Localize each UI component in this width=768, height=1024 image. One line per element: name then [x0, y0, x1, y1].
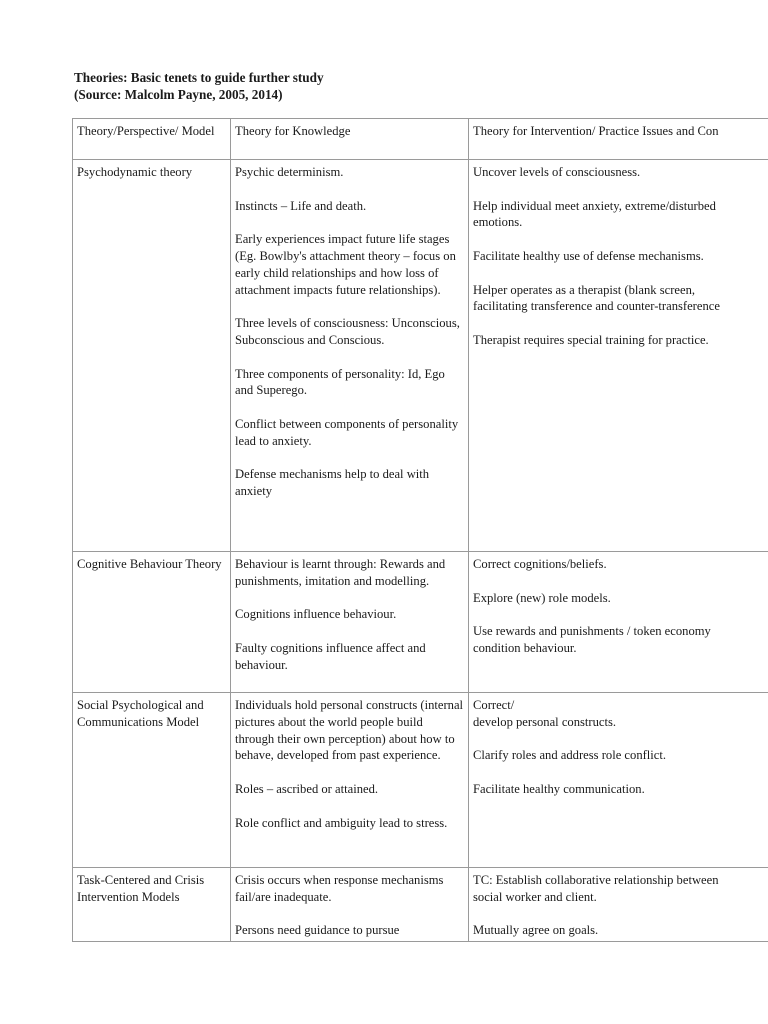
knowledge-cell	[231, 552, 469, 693]
knowledge-paragraph: Cognitions influence behaviour.	[235, 607, 397, 622]
header-cell-knowledge: Theory for Knowledge	[231, 119, 469, 160]
intervention-line: Uncover levels of consciousness.	[473, 165, 641, 179]
intervention-line: Therapist requires special training for practice.	[473, 332, 709, 347]
model-cell: Task-Centered and Crisis Intervention Models	[73, 868, 231, 942]
intervention-paragraph	[473, 590, 768, 607]
intervention-line: facilitating transference and counter-transference	[473, 299, 720, 314]
intervention-line: Helper operates as a therapist (blank screen,	[473, 282, 696, 297]
intervention-paragraph	[473, 164, 768, 181]
intervention-line: Facilitate healthy use of defense mechanisms.	[473, 248, 704, 263]
intervention-line: develop personal constructs.	[473, 714, 617, 729]
intervention-line: Mutually agree on goals.	[473, 923, 599, 938]
intervention-paragraph	[473, 198, 768, 232]
knowledge-paragraph: Instincts – Life and death.	[235, 198, 367, 213]
table-header-row	[73, 119, 768, 160]
knowledge-paragraph: Defense mechanisms help to deal with anxiety	[235, 467, 430, 499]
intervention-paragraph	[473, 623, 768, 657]
intervention-line: condition behaviour.	[473, 640, 577, 655]
intervention-line: Use rewards and punishments / token economy	[473, 624, 711, 639]
knowledge-cell	[231, 693, 469, 868]
header-cell-intervention: Theory for Intervention/ Practice Issues and Con	[469, 119, 768, 160]
intervention-paragraph	[473, 697, 768, 731]
knowledge-paragraph: Three levels of consciousness: Unconscious, Subconscious and Conscious.	[235, 316, 460, 347]
header-cell-model: Theory/Perspective/ Model	[73, 119, 231, 160]
table-row	[73, 552, 768, 693]
table-row	[73, 693, 768, 868]
knowledge-cell	[231, 160, 469, 552]
intervention-paragraph	[473, 747, 768, 764]
knowledge-paragraph: Conflict between components of personality lead to anxiety.	[235, 416, 459, 448]
knowledge-paragraph: Roles – ascribed or attained.	[235, 781, 379, 796]
intervention-line: Explore (new) role models.	[473, 590, 611, 605]
knowledge-paragraph: Behaviour is learnt through: Rewards and punishments, imitation and modelling.	[235, 557, 446, 588]
intervention-cell	[469, 160, 768, 552]
intervention-paragraph	[473, 248, 768, 265]
table-row	[73, 868, 768, 942]
document-heading	[74, 69, 324, 103]
intervention-paragraph	[473, 556, 768, 573]
model-cell: Social Psychological and Communications Model	[73, 693, 231, 868]
theories-table	[72, 118, 768, 942]
knowledge-paragraph: Individuals hold personal constructs (internal pictures about the world people build through their own perception) about how to behave, developed from past experience.	[235, 698, 464, 763]
intervention-line: Clarify roles and address role conflict.	[473, 748, 667, 763]
knowledge-paragraph: Faulty cognitions influence affect and behaviour.	[235, 640, 426, 672]
intervention-line: social worker and client.	[473, 889, 597, 904]
model-cell: Psychodynamic theory	[73, 160, 231, 552]
document-title: Theories: Basic tenets to guide further study	[74, 70, 324, 85]
knowledge-paragraph: Persons need guidance to pursue	[235, 923, 400, 938]
intervention-paragraph	[473, 332, 768, 349]
model-cell: Cognitive Behaviour Theory	[73, 552, 231, 693]
table-row	[73, 160, 768, 552]
knowledge-paragraph: Early experiences impact future life stages (Eg. Bowlby's attachment theory – focus on early child relationships and how loss of attachment impacts future relationships).	[235, 232, 456, 297]
intervention-line: Help individual meet anxiety, extreme/disturbed	[473, 198, 716, 213]
intervention-paragraph	[473, 922, 768, 939]
intervention-line: Correct/	[473, 698, 515, 712]
intervention-paragraph	[473, 282, 768, 316]
intervention-cell	[469, 693, 768, 868]
knowledge-paragraph: Psychic determinism.	[235, 165, 344, 179]
intervention-line: emotions.	[473, 215, 523, 230]
intervention-line: Facilitate healthy communication.	[473, 781, 645, 796]
knowledge-paragraph: Role conflict and ambiguity lead to stress.	[235, 815, 448, 830]
intervention-line: TC: Establish collaborative relationship between	[473, 873, 719, 887]
document-source: (Source: Malcolm Payne, 2005, 2014)	[74, 87, 283, 102]
knowledge-paragraph: Three components of personality: Id, Ego and Superego.	[235, 366, 445, 398]
intervention-cell	[469, 868, 768, 942]
knowledge-cell	[231, 868, 469, 942]
intervention-line: Correct cognitions/beliefs.	[473, 557, 607, 571]
intervention-paragraph	[473, 872, 768, 906]
intervention-paragraph	[473, 781, 768, 798]
intervention-cell	[469, 552, 768, 693]
knowledge-paragraph: Crisis occurs when response mechanisms fail/are inadequate.	[235, 873, 444, 904]
